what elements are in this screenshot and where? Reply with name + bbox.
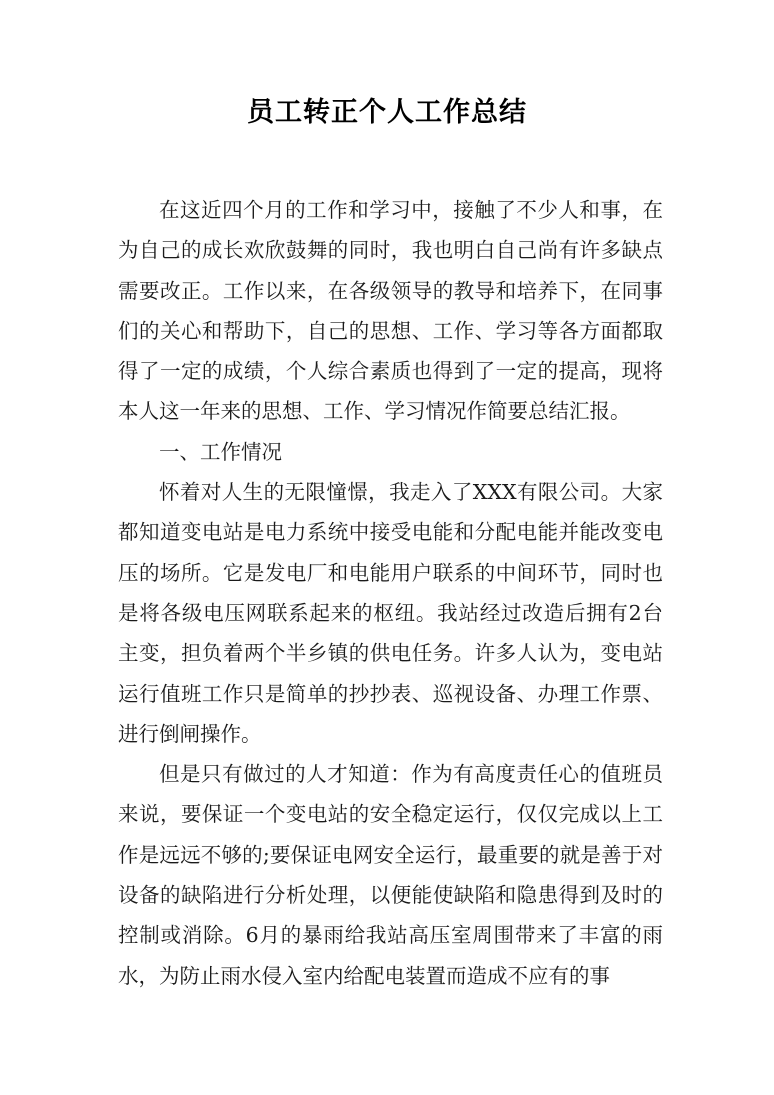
paragraph-work-2: 但是只有做过的人才知道：作为有高度责任心的值班员来说，要保证一个变电站的安全稳定运行，仅仅完成以上工作是远远不够的;要保证电网安全运行，最重要的就是善于对设备的缺陷进行分析处理，以便能使缺陷和隐患得到及时的控制或消除。6月的暴雨给我站高压室周围带来了丰富的雨水，为防止雨水侵入室内给配电装置而造成不应有的事 bbox=[118, 762, 663, 988]
document-title: 员工转正个人工作总结 bbox=[247, 97, 527, 128]
document-body bbox=[118, 190, 663, 996]
section-heading-work: 一、工作情况 bbox=[159, 439, 282, 464]
paragraph-intro: 在这近四个月的工作和学习中，接触了不少人和事，在为自己的成长欢欣鼓舞的同时，我也明白自己尚有许多缺点需要改正。工作以来，在各级领导的教导和培养下，在同事们的关心和帮助下，自己的思想、工作、学习等各方面都取得了一定的成绩，个人综合素质也得到了一定的提高，现将本人这一年来的思想、工作、学习情况作简要总结汇报。 bbox=[118, 198, 663, 424]
paragraph-work-1: 怀着对人生的无限憧憬，我走入了XXX有限公司。大家都知道变电站是电力系统中接受电能和分配电能并能改变电压的场所。它是发电厂和电能用户联系的中间环节，同时也是将各级电压网联系起来的枢纽。我站经过改造后拥有2台主变，担负着两个半乡镇的供电任务。许多人认为，变电站运行值班工作只是简单的抄抄表、巡视设备、办理工作票、进行倒闸操作。 bbox=[118, 480, 663, 746]
